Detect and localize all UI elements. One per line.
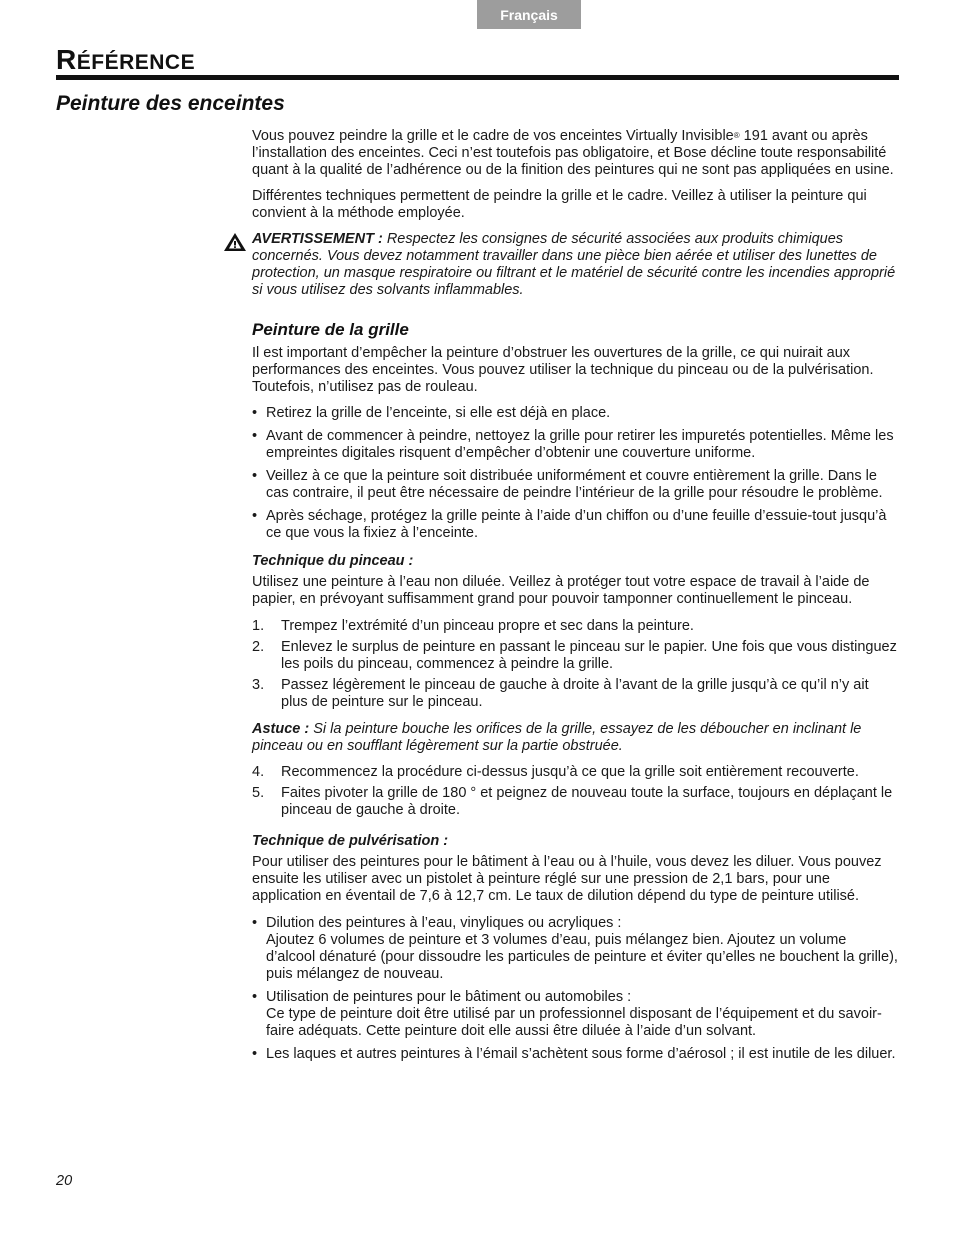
pinceau-steps	[252, 618, 898, 711]
bullet-dot: •	[252, 405, 258, 421]
tip-text: Si la peinture bouche les orifices de la grille, essayez de les déboucher en inclinant le pinceau ou en soufflant légèrement sur la partie obstruée.	[252, 721, 862, 754]
warning-block	[252, 231, 898, 299]
step-number: 2.	[252, 639, 265, 655]
bullet-dot: •	[252, 428, 258, 444]
list-item	[252, 989, 898, 1040]
list-item	[252, 677, 898, 711]
pulverisation-bullets	[252, 915, 898, 1063]
grille-bullets	[252, 405, 898, 542]
step-text: Passez légèrement le pinceau de gauche à droite à l’avant de la grille jusqu’à ce qu’il n’y ait plus de peinture sur le pinceau.	[281, 677, 869, 710]
intro-paragraph-1	[252, 128, 898, 179]
step-number: 5.	[252, 785, 265, 801]
list-item-text: Avant de commencer à peindre, nettoyez la grille pour retirer les impuretés potentielles. Même les empreintes digitales risquent d’empêcher d’obtenir une couverture uniforme.	[266, 428, 894, 461]
section-title-rest: ÉFÉRENCE	[76, 51, 196, 74]
list-item	[252, 639, 898, 673]
pinceau-title: Technique du pinceau :	[252, 553, 414, 569]
step-text: Trempez l’extrémité d’un pinceau propre et sec dans la peinture.	[281, 618, 694, 634]
tip-label: Astuce :	[252, 721, 310, 737]
bullet-dot: •	[252, 508, 258, 524]
list-item	[252, 915, 898, 983]
bullet-dot: •	[252, 989, 258, 1005]
page-heading: Peinture des enceintes	[56, 92, 285, 115]
step-number: 3.	[252, 677, 265, 693]
grille-heading: Peinture de la grille	[252, 320, 409, 339]
warning-label: AVERTISSEMENT :	[252, 231, 383, 247]
grille-intro: Il est important d’empêcher la peinture d’obstruer les ouvertures de la grille, ce qui nuirait aux performances des enceintes. Vous pouvez utiliser la technique du pinceau ou de la pulvérisation. Toutefois, n’utilisez pas de rouleau.	[252, 345, 874, 395]
language-tab: Français	[477, 0, 581, 29]
list-item	[252, 1046, 898, 1063]
list-item	[252, 508, 898, 542]
list-item-text: Retirez la grille de l’enceinte, si elle est déjà en place.	[266, 405, 611, 421]
list-item-text: Après séchage, protégez la grille peinte à l’aide d’un chiffon ou d’une feuille d’essuie-tout jusqu’à ce que vous la fixiez à l’enceinte.	[266, 508, 887, 541]
intro-text-a: Vous pouvez peindre la grille et le cadre de vos enceintes Virtually Invisible	[252, 128, 734, 144]
pulverisation-title: Technique de pulvérisation :	[252, 833, 449, 849]
bullet-dot: •	[252, 915, 258, 931]
list-item-text: Les laques et autres peintures à l’émail s’achètent sous forme d’aérosol ; il est inutile de les diluer.	[266, 1046, 896, 1062]
tip-paragraph	[252, 721, 898, 755]
warning-triangle-icon	[224, 233, 246, 251]
list-item	[252, 764, 898, 781]
list-item-heading: Utilisation de peintures pour le bâtiment ou automobiles :	[266, 989, 632, 1005]
list-item	[252, 618, 898, 635]
list-item	[252, 468, 898, 502]
list-item-text: Veillez à ce que la peinture soit distribuée uniformément et couvre entièrement la grille. Dans le cas contraire, il peut être nécessaire de peindre l’intérieur de la grille pour résoudre le problème.	[266, 468, 883, 501]
step-text: Faites pivoter la grille de 180 ° et peignez de nouveau toute la surface, toujours en déplaçant le pinceau de gauche à droite.	[281, 785, 893, 818]
pulverisation-intro: Pour utiliser des peintures pour le bâtiment à l’eau ou à l’huile, vous devez les diluer. Vous pouvez ensuite les utiliser avec un pistolet à peinture réglé sur une pression de 2,1 bars, pour une application en éventail de 7,6 à 12,7 cm. Le taux de dilution dépend du type de peinture utilisé.	[252, 854, 882, 904]
step-text: Recommencez la procédure ci-dessus jusqu’à ce que la grille soit entièrement recouverte.	[281, 764, 859, 780]
section-title-initial: R	[56, 44, 77, 75]
bullet-dot: •	[252, 1046, 258, 1062]
list-item	[252, 785, 898, 819]
list-item-text: Ce type de peinture doit être utilisé par un professionnel disposant de l’équipement et du savoir-faire adéquats. Cette peinture doit elle aussi être diluée à l’aide d’un solvant.	[266, 1006, 882, 1039]
warning-text: Respectez les consignes de sécurité associées aux produits chimiques concernés. Vous devez notamment travailler dans une pièce bien aérée et utiliser des lunettes de protection, un masque respiratoire ou filtrant et le matériel de sécurité contre les incendies approprié si vous utilisez des solvants inflammables.	[252, 231, 896, 298]
step-text: Enlevez le surplus de peinture en passant le pinceau sur le papier. Une fois que vous distinguez les poils du pinceau, commencez à peindre la grille.	[281, 639, 897, 672]
section-rule	[56, 75, 899, 80]
list-item-text: Ajoutez 6 volumes de peinture et 3 volumes d’eau, puis mélangez bien. Ajoutez un volume d’alcool dénaturé (pour dissoudre les particules de peinture et éviter qu’elles ne bouchent la grille), puis mélangez de nouveau.	[266, 932, 898, 982]
pinceau-steps-continued	[252, 764, 898, 819]
bullet-dot: •	[252, 468, 258, 484]
step-number: 4.	[252, 764, 265, 780]
step-number: 1.	[252, 618, 265, 634]
list-item	[252, 428, 898, 462]
main-content	[252, 128, 898, 1073]
intro-text-b: 191 avant ou après l’installation des enceintes. Ceci n’est toutefois pas obligatoire, et Bose décline toute responsabilité quant à la qualité de l’adhérence ou de la finition des peintures qui ne sont pas appliquées en usine.	[252, 128, 894, 178]
list-item	[252, 405, 898, 422]
registered-mark: ®	[733, 131, 740, 140]
intro-paragraph-2: Différentes techniques permettent de peindre la grille et le cadre. Veillez à utiliser la peinture qui convient à la méthode employée.	[252, 188, 867, 221]
page-number: 20	[56, 1173, 73, 1189]
pinceau-intro: Utilisez une peinture à l’eau non diluée. Veillez à protéger tout votre espace de travail à l’aide de papier, en prévoyant suffisamment grand pour pouvoir tamponner continuellement le pinceau.	[252, 574, 870, 607]
list-item-heading: Dilution des peintures à l’eau, vinyliques ou acryliques :	[266, 915, 622, 931]
section-title	[56, 44, 195, 76]
